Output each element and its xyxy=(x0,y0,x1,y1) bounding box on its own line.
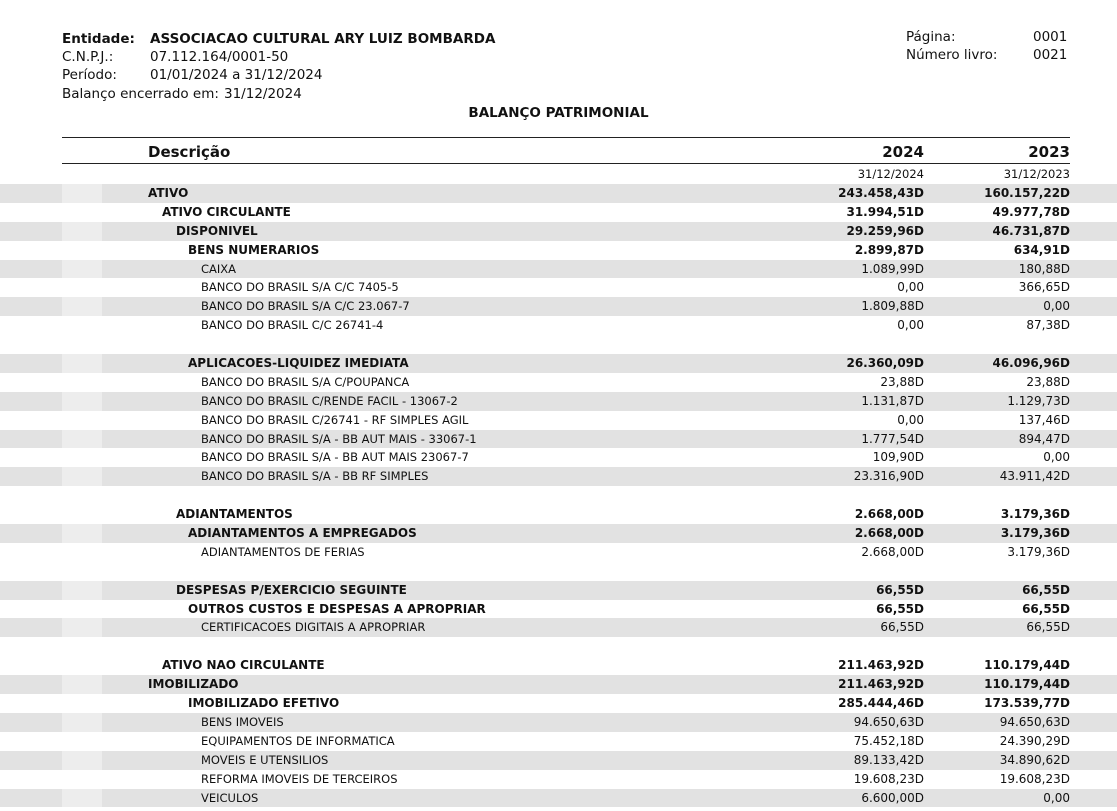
value-2023: 94.650,63D xyxy=(999,714,1070,729)
value-2024: 211.463,92D xyxy=(838,658,924,673)
account-description: CAIXA xyxy=(201,261,237,276)
account-description: ADIANTAMENTOS DE FERIAS xyxy=(201,544,365,559)
table-row xyxy=(0,770,1117,789)
value-2023: 19.608,23D xyxy=(999,771,1070,786)
table-row xyxy=(0,278,1117,297)
value-2023: 0,00 xyxy=(1043,450,1070,465)
value-2023: 3.179,36D xyxy=(1007,544,1070,559)
account-description: REFORMA IMOVEIS DE TERCEIROS xyxy=(201,771,398,786)
account-description: EQUIPAMENTOS DE INFORMATICA xyxy=(201,733,395,748)
value-2024: 75.452,18D xyxy=(853,733,924,748)
table-row xyxy=(0,694,1117,713)
table-row xyxy=(0,600,1117,619)
value-2024: 26.360,09D xyxy=(846,356,924,371)
account-description: BANCO DO BRASIL S/A - BB RF SIMPLES xyxy=(201,469,429,484)
value-2023: 43.911,42D xyxy=(999,469,1070,484)
value-2023: 34.890,62D xyxy=(999,752,1070,767)
value-2023: 49.977,78D xyxy=(992,204,1070,219)
account-description: BANCO DO BRASIL S/A C/POUPANCA xyxy=(201,374,410,389)
top-rule xyxy=(62,137,1070,138)
value-2024: 23,88D xyxy=(880,374,924,389)
value-2024: 66,55D xyxy=(876,582,924,597)
account-description: BANCO DO BRASIL C/RENDE FACIL - 13067-2 xyxy=(201,393,458,408)
description-column-header: Descrição xyxy=(148,143,231,161)
value-2024: 2.668,00D xyxy=(861,544,924,559)
value-2024: 0,00 xyxy=(897,412,924,427)
value-2023: 894,47D xyxy=(1018,431,1070,446)
table-row xyxy=(0,618,1117,637)
value-2024: 66,55D xyxy=(880,620,924,635)
account-description: OUTROS CUSTOS E DESPESAS A APROPRIAR xyxy=(188,601,486,616)
table-row xyxy=(0,203,1117,222)
value-2023: 23,88D xyxy=(1026,374,1070,389)
book-number-value: 0021 xyxy=(1033,47,1068,63)
period-value: 01/01/2024 a 31/12/2024 xyxy=(150,67,323,83)
book-number-label: Número livro: xyxy=(906,47,998,63)
table-row xyxy=(0,543,1117,562)
value-2023: 24.390,29D xyxy=(999,733,1070,748)
value-2024: 2.668,00D xyxy=(854,507,924,522)
value-2024: 66,55D xyxy=(876,601,924,616)
table-row xyxy=(0,675,1117,694)
value-2023: 173.539,77D xyxy=(984,696,1070,711)
table-row xyxy=(0,448,1117,467)
value-2023: 3.179,36D xyxy=(1000,507,1070,522)
cnpj-value: 07.112.164/0001-50 xyxy=(150,49,289,65)
account-description: BANCO DO BRASIL S/A C/C 23.067-7 xyxy=(201,299,410,314)
table-row xyxy=(0,222,1117,241)
account-description: IMOBILIZADO xyxy=(148,677,239,692)
value-2023: 110.179,44D xyxy=(984,658,1070,673)
value-2023: 366,65D xyxy=(1018,280,1070,295)
balance-table xyxy=(0,184,1117,807)
value-2023: 0,00 xyxy=(1043,299,1070,314)
value-2024: 1.089,99D xyxy=(861,261,924,276)
value-2023: 110.179,44D xyxy=(984,677,1070,692)
value-2024: 23.316,90D xyxy=(853,469,924,484)
account-description: IMOBILIZADO EFETIVO xyxy=(188,696,340,711)
cnpj-label: C.N.P.J.: xyxy=(62,49,114,65)
table-row xyxy=(0,241,1117,260)
value-2024: 6.600,00D xyxy=(861,790,924,805)
account-description: BANCO DO BRASIL S/A - BB AUT MAIS - 33067-1 xyxy=(201,431,477,446)
value-2023: 180,88D xyxy=(1018,261,1070,276)
date-2024: 31/12/2024 xyxy=(857,167,924,181)
value-2024: 109,90D xyxy=(872,450,924,465)
value-2024: 94.650,63D xyxy=(853,714,924,729)
table-row xyxy=(0,656,1117,675)
account-description: ATIVO CIRCULANTE xyxy=(162,204,291,219)
value-2024: 243.458,43D xyxy=(838,186,924,200)
table-row xyxy=(0,316,1117,335)
account-description: ATIVO xyxy=(148,186,189,200)
account-description: DISPONIVEL xyxy=(176,223,258,238)
spacer-row xyxy=(0,562,1117,581)
value-2024: 2.668,00D xyxy=(854,526,924,541)
value-2024: 31.994,51D xyxy=(846,204,924,219)
table-row xyxy=(0,184,1117,203)
table-row xyxy=(0,505,1117,524)
value-2024: 211.463,92D xyxy=(838,677,924,692)
table-row xyxy=(0,373,1117,392)
table-row xyxy=(0,789,1117,808)
value-2023: 46.731,87D xyxy=(992,223,1070,238)
value-2023: 1.129,73D xyxy=(1007,393,1070,408)
table-row xyxy=(0,430,1117,449)
account-description: ADIANTAMENTOS xyxy=(176,507,293,522)
value-2024: 0,00 xyxy=(897,318,924,333)
account-description: VEICULOS xyxy=(201,790,259,805)
table-row xyxy=(0,732,1117,751)
value-2023: 66,55D xyxy=(1022,601,1070,616)
spacer-row xyxy=(0,486,1117,505)
entity-label: Entidade: xyxy=(62,31,135,47)
value-2023: 160.157,22D xyxy=(984,186,1070,200)
table-row xyxy=(0,392,1117,411)
date-2023: 31/12/2023 xyxy=(1003,167,1070,181)
table-row xyxy=(0,524,1117,543)
value-2024: 19.608,23D xyxy=(853,771,924,786)
account-description: BENS NUMERARIOS xyxy=(188,242,320,257)
value-2023: 66,55D xyxy=(1026,620,1070,635)
value-2023: 3.179,36D xyxy=(1000,526,1070,541)
account-description: MOVEIS E UTENSILIOS xyxy=(201,752,329,767)
value-2024: 1.809,88D xyxy=(861,299,924,314)
value-2024: 1.131,87D xyxy=(861,393,924,408)
table-row xyxy=(0,751,1117,770)
table-row xyxy=(0,297,1117,316)
page-title: BALANÇO PATRIMONIAL xyxy=(468,105,649,121)
table-row xyxy=(0,411,1117,430)
year-2023-column-header: 2023 xyxy=(1028,143,1070,161)
page-number-value: 0001 xyxy=(1033,29,1068,45)
table-row xyxy=(0,713,1117,732)
account-description: BANCO DO BRASIL S/A C/C 7405-5 xyxy=(201,280,399,295)
closing-label: Balanço encerrado em: xyxy=(62,86,219,102)
account-description: BENS IMOVEIS xyxy=(201,714,284,729)
table-row xyxy=(0,260,1117,279)
value-2023: 66,55D xyxy=(1022,582,1070,597)
value-2024: 29.259,96D xyxy=(846,223,924,238)
value-2023: 137,46D xyxy=(1018,412,1070,427)
page-number-label: Página: xyxy=(906,29,956,45)
account-description: BANCO DO BRASIL S/A - BB AUT MAIS 23067-7 xyxy=(201,450,469,465)
account-description: ATIVO NAO CIRCULANTE xyxy=(162,658,325,673)
header-rule xyxy=(62,163,1070,164)
spacer-row xyxy=(0,637,1117,656)
value-2023: 0,00 xyxy=(1043,790,1070,805)
closing-value: 31/12/2024 xyxy=(224,86,302,102)
value-2024: 2.899,87D xyxy=(854,242,924,257)
table-row xyxy=(0,354,1117,373)
account-description: ADIANTAMENTOS A EMPREGADOS xyxy=(188,526,417,541)
year-2024-column-header: 2024 xyxy=(882,143,924,161)
account-description: CERTIFICACOES DIGITAIS A APROPRIAR xyxy=(201,620,426,635)
value-2023: 634,91D xyxy=(1013,242,1070,257)
spacer-row xyxy=(0,335,1117,354)
value-2023: 87,38D xyxy=(1026,318,1070,333)
table-row xyxy=(0,467,1117,486)
entity-name: ASSOCIACAO CULTURAL ARY LUIZ BOMBARDA xyxy=(150,31,496,47)
table-row xyxy=(0,581,1117,600)
account-description: BANCO DO BRASIL C/26741 - RF SIMPLES AGIL xyxy=(201,412,469,427)
value-2024: 1.777,54D xyxy=(861,431,924,446)
value-2023: 46.096,96D xyxy=(992,356,1070,371)
period-label: Período: xyxy=(62,67,117,83)
value-2024: 89.133,42D xyxy=(853,752,924,767)
value-2024: 0,00 xyxy=(897,280,924,295)
account-description: BANCO DO BRASIL C/C 26741-4 xyxy=(201,318,384,333)
account-description: APLICACOES-LIQUIDEZ IMEDIATA xyxy=(188,356,409,371)
account-description: DESPESAS P/EXERCICIO SEGUINTE xyxy=(176,582,407,597)
value-2024: 285.444,46D xyxy=(838,696,924,711)
